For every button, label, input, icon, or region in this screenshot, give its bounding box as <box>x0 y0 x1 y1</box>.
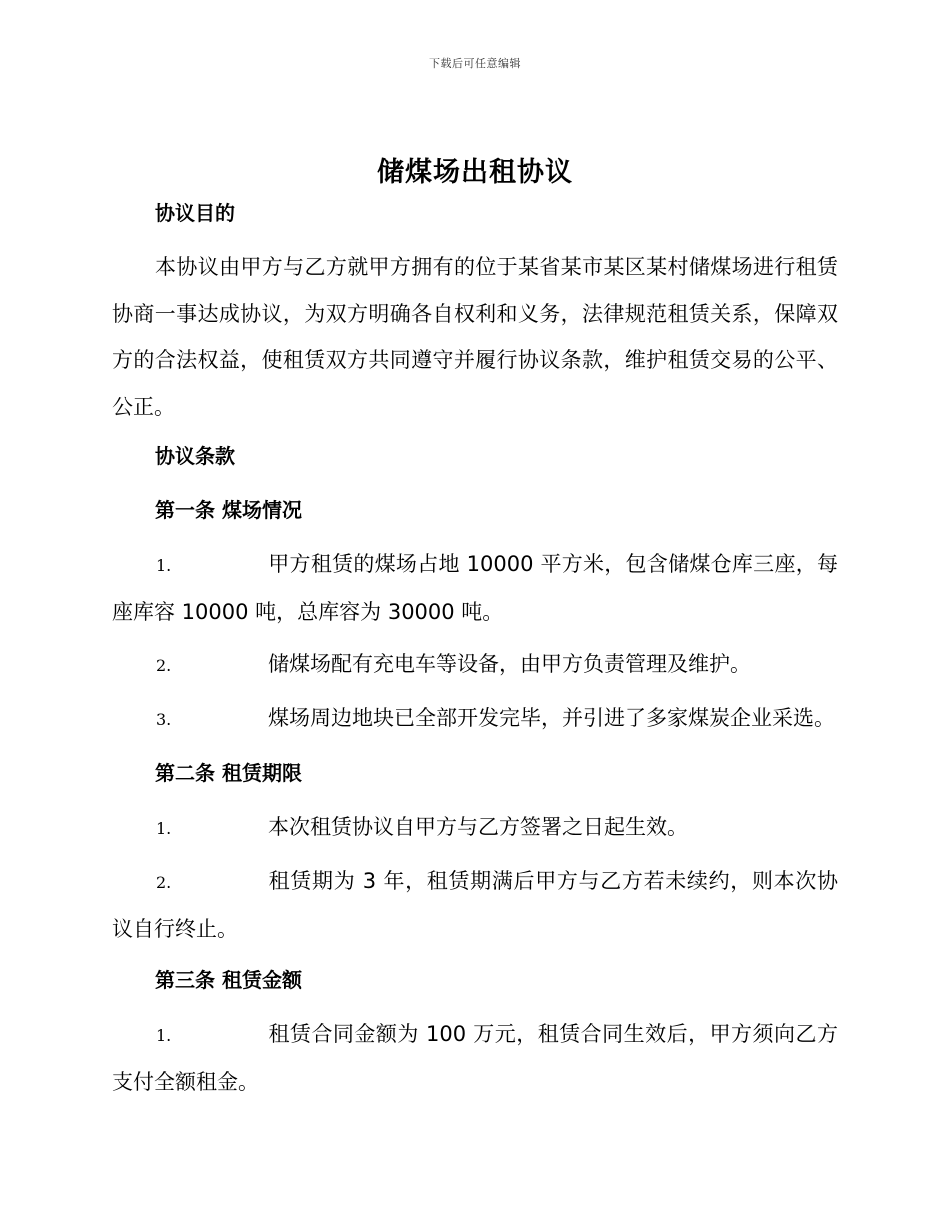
document-title: 储煤场出租协议 <box>377 157 573 188</box>
list-item <box>112 541 838 635</box>
list-item <box>112 1011 838 1105</box>
list-item-number: 2. <box>156 656 172 675</box>
section-heading-purpose: 协议目的 <box>155 201 235 225</box>
list-item <box>112 641 838 689</box>
article-heading-3: 第三条 租赁金额 <box>155 968 302 992</box>
article-heading-2: 第二条 租赁期限 <box>155 761 302 785</box>
header-note: 下载后可任意编辑 <box>429 57 521 70</box>
list-item-number: 1. <box>156 556 172 575</box>
list-item <box>112 804 838 852</box>
list-item-text: 本次租赁协议自甲方与乙方签署之日起生效。 <box>268 815 688 839</box>
list-item-number: 2. <box>156 873 172 892</box>
article-heading-1: 第一条 煤场情况 <box>155 498 302 522</box>
list-item-text: 租赁合同金额为 100 万元，租赁合同生效后，甲方须向乙方支付全额租金。 <box>112 1022 838 1094</box>
list-item-number: 1. <box>156 819 172 838</box>
list-item <box>112 695 838 743</box>
list-item-number: 3. <box>156 710 172 729</box>
list-item <box>112 858 838 952</box>
section-heading-terms: 协议条款 <box>155 444 235 468</box>
list-item-text: 甲方租赁的煤场占地 10000 平方米，包含储煤仓库三座，每座库容 10000 吨，总库容为 30000 吨。 <box>112 552 838 624</box>
list-item-text: 储煤场配有充电车等设备，由甲方负责管理及维护。 <box>268 652 751 676</box>
list-item-text: 煤场周边地块已全部开发完毕，并引进了多家煤炭企业采选。 <box>268 706 835 730</box>
purpose-paragraph: 本协议由甲方与乙方就甲方拥有的位于某省某市某区某村储煤场进行租赁协商一事达成协议，为双方明确各自权利和义务，法律规范租赁关系，保障双方的合法权益，使租赁双方共同遵守并履行协议条款，维护租赁交易的公平、公正。 <box>112 255 838 420</box>
list-item-text: 租赁期为 3 年，租赁期满后甲方与乙方若未续约，则本次协议自行终止。 <box>112 869 838 941</box>
list-item-number: 1. <box>156 1026 172 1045</box>
